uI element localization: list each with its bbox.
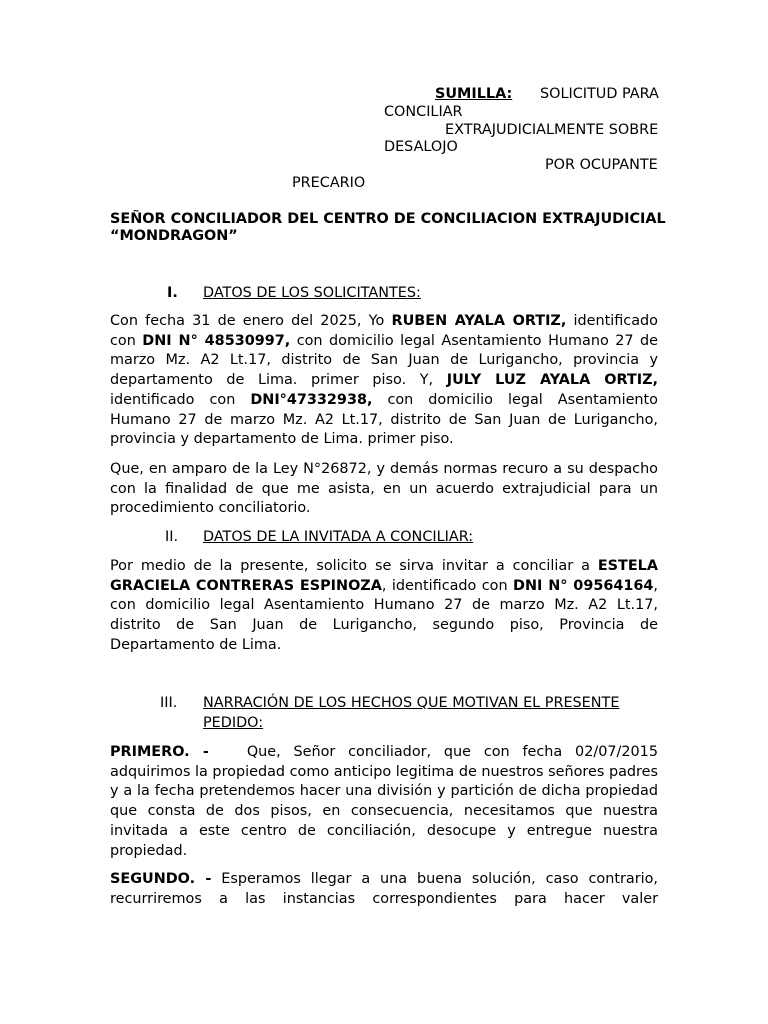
section-1-paragraph-2: Que, en amparo de la Ley N°26872, y demás normas recuro a su despacho con la finalidad de que me asista, en un acuerdo extrajudicial para un procedimiento conciliatorio.: [110, 461, 658, 517]
sumilla-label: SUMILLA:: [435, 86, 513, 102]
section-1-title: DATOS DE LOS SOLICITANTES:: [203, 285, 421, 301]
section-2-numeral: II.: [165, 529, 179, 545]
sumilla-line-5: POR OCUPANTE: [545, 157, 658, 173]
section-2-paragraph-1: Por medio de la presente, solicito se sirva invitar a conciliar a ESTELA GRACIELA CONTRERAS ESPINOZA, identificado con DNI N° 09564164, con domicilio legal Asentamiento Humano 27 de marzo Mz. A2 Lt.17, distrito de San Juan de Lurigancho, segundo piso, Provincia de Departamento de Lima.: [110, 558, 658, 653]
sumilla-line-2: CONCILIAR: [384, 104, 463, 120]
section-3-title-line-2: PEDIDO:: [203, 715, 264, 731]
section-1-numeral: I.: [167, 285, 178, 301]
section-2-title: DATOS DE LA INVITADA A CONCILIAR:: [203, 529, 474, 545]
addressee-line-2: “MONDRAGON”: [110, 228, 238, 244]
sumilla-line-1: SOLICITUD PARA: [540, 86, 659, 102]
section-3-numeral: III.: [160, 695, 178, 711]
sumilla-line-6: PRECARIO: [292, 175, 366, 191]
primero-paragraph: PRIMERO. - Que, Señor conciliador, que con fecha 02/07/2015 adquirimos la propiedad como anticipo legitima de nuestros señores padres y a la fecha pretendemos hacer una división y partición de dicha propiedad que consta de dos pisos, en consecuencia, necesitamos que nuestra invitada a este centro de conciliación, desocupe y entregue nuestra propiedad.: [110, 744, 658, 859]
addressee-line-1: SEÑOR CONCILIADOR DEL CENTRO DE CONCILIACION EXTRAJUDICIAL: [110, 211, 666, 227]
section-3-title-line-1: NARRACIÓN DE LOS HECHOS QUE MOTIVAN EL PRESENTE: [203, 695, 620, 711]
sumilla-line-3: EXTRAJUDICIALMENTE SOBRE: [445, 122, 659, 138]
section-1-paragraph-1: Con fecha 31 de enero del 2025, Yo RUBEN AYALA ORTIZ, identificado con DNI N° 48530997, con domicilio legal Asentamiento Humano 27 de marzo Mz. A2 Lt.17, distrito de San Juan de Lurigancho, provincia y departamento de Lima. primer piso. Y, JULY LUZ AYALA ORTIZ, identificado con DNI°47332938, con domicilio legal Asentamiento Humano 27 de marzo Mz. A2 Lt.17, distrito de San Juan de Lurigancho, provincia y departamento de Lima. primer piso.: [110, 313, 658, 448]
sumilla-line-4: DESALOJO: [384, 139, 458, 155]
segundo-paragraph: SEGUNDO. - Esperamos llegar a una buena solución, caso contrario, recurriremos a las instancias correspondientes para hacer valer: [110, 871, 658, 907]
